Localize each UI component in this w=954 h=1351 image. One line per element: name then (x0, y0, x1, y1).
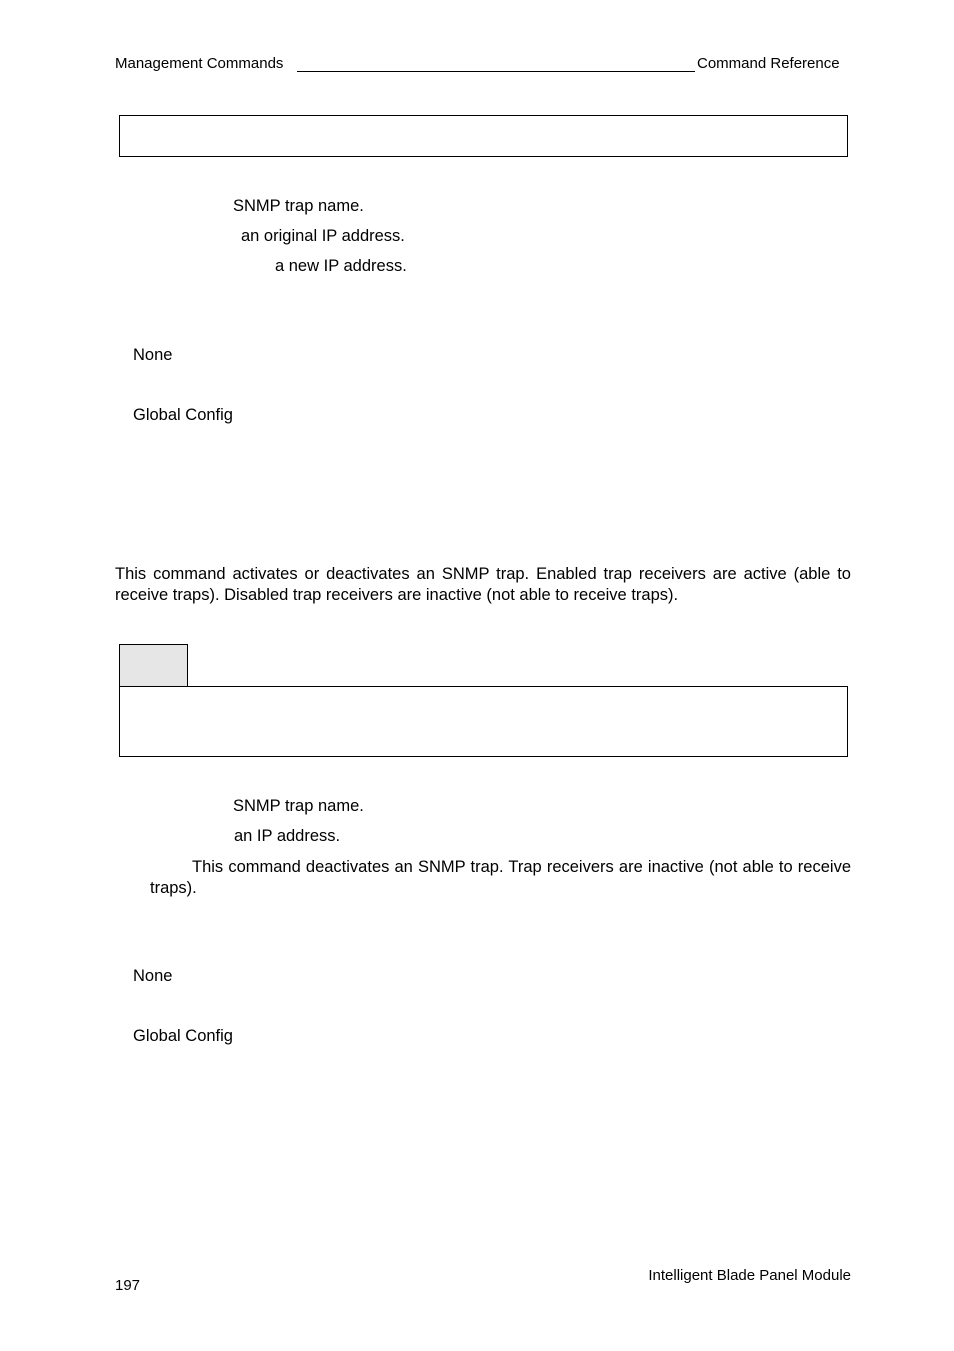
header-rule (297, 71, 695, 72)
param-description: a new IP address. (275, 257, 407, 275)
command-syntax-box (119, 115, 848, 157)
command-description: This command activates or deactivates an SNMP trap. Enabled trap receivers are active (able to receive traps). Disabled trap receivers are inactive (not able to receive traps). (115, 565, 851, 604)
default-value: None (133, 967, 173, 985)
param-description: an original IP address. (241, 227, 405, 245)
param-description: SNMP trap name. (233, 197, 364, 215)
page-number: 197 (115, 1277, 141, 1294)
command-syntax-box (119, 686, 848, 757)
command-mode: Global Config (133, 406, 233, 424)
param-description: SNMP trap name. (233, 797, 364, 815)
header-section-title: Management Commands (115, 55, 284, 72)
footer-product-name: Intelligent Blade Panel Module (648, 1267, 851, 1284)
command-mode: Global Config (133, 1027, 233, 1045)
param-description: an IP address. (234, 827, 341, 845)
default-value: None (133, 346, 173, 364)
no-form-description: This command deactivates an SNMP trap. Trap receivers are inactive (not able to receive traps). (150, 858, 851, 897)
command-format-tab (119, 644, 188, 687)
header-document-title: Command Reference (697, 55, 840, 72)
